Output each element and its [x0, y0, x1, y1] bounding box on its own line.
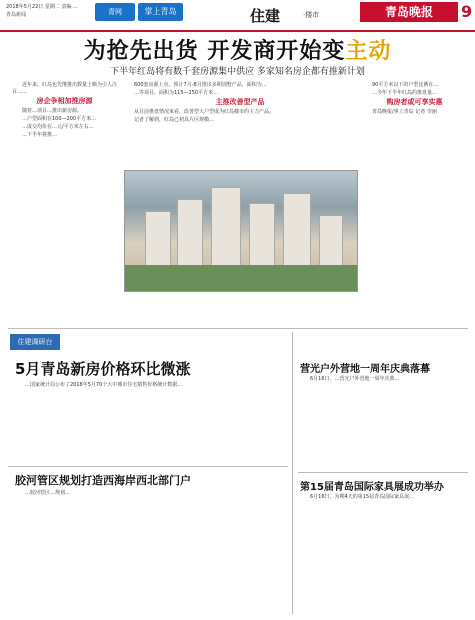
- mid-paragraph: 从目前推盘情况来看，改善型大户型成为红岛楼市的主力产品。: [134, 108, 275, 115]
- right-column: [362, 82, 467, 322]
- mid-paragraph: …等项目，面积为115—150平方米…: [134, 90, 219, 97]
- section-divider: [298, 472, 468, 473]
- section-title: 住建: [250, 7, 281, 25]
- header-date: 2018年5月22日 星期二 责编 ...: [6, 4, 78, 10]
- model-building: [211, 187, 241, 271]
- main-headline: [0, 34, 475, 65]
- right-news2-paragraph: 6月16日，为期4天的第15届青岛国际家具展…: [310, 494, 415, 500]
- left-paragraph: …成交均价在…元/平方米左右…: [22, 124, 94, 131]
- zhangshang-qingdao-logo: 掌上青岛: [138, 3, 183, 21]
- right-paragraph: …今年下半年红岛的推盘量…: [372, 90, 438, 97]
- newspaper-brand: 青岛晚报: [360, 2, 458, 22]
- section-divider: [8, 328, 468, 329]
- right-news1-body: [300, 376, 468, 472]
- right-paragraph: 90平方米以下的户型比例在…: [372, 82, 439, 88]
- left-paragraph: …户型面积在100—200平方米…: [22, 115, 97, 122]
- right-news2-body: [300, 494, 468, 612]
- left-paragraph: 随着…项目…推出新房源。: [22, 107, 83, 114]
- mid-column: [124, 82, 356, 167]
- left-column: [12, 82, 117, 322]
- model-building: [177, 199, 203, 271]
- mid-section-title: 主推改善型产品: [215, 98, 265, 107]
- right-section-title: 购房者或可享实惠: [386, 98, 443, 107]
- header-edition: 青岛新闻: [6, 12, 27, 18]
- mid-paragraph: 记者了解到，红岛已初具片区规模…: [134, 116, 215, 123]
- news2-paragraph: …胶河管区…规划…: [25, 490, 71, 496]
- news2-body: [15, 490, 275, 610]
- section-divider: [8, 466, 288, 467]
- page-header: [0, 0, 475, 32]
- right-news1-paragraph: 6月16日，…营光户外营地一周年庆典…: [310, 376, 400, 382]
- model-building: [283, 193, 311, 271]
- mid-paragraph: 600套房源上市。预计7月-8月推出多期别墅产品，面积为…: [134, 82, 267, 88]
- main-subheadline: 下半年红岛将有数千套房源集中供应 多家知名房企都有推新计划: [110, 67, 365, 77]
- right-news1-title: 营光户外营地一周年庆典落幕: [300, 364, 430, 375]
- right-paragraph: 青岛晚报/掌上青岛 记者 李丽: [372, 108, 437, 115]
- news1-body: [15, 382, 275, 462]
- left-section-title: 房企争相加推房源: [36, 97, 93, 106]
- news1-paragraph: …国家统计局公布了2018年5月70个大中城市住宅销售价格统计数据…: [25, 382, 183, 388]
- right-news2-title: 第15届青岛国际家具展成功举办: [300, 482, 444, 493]
- news2-title: 胶河管区规划打造西海岸西北部门户: [15, 474, 191, 487]
- model-building: [319, 215, 343, 271]
- property-model-photo: [124, 170, 358, 292]
- section-subtitle: ·楼市: [303, 11, 320, 19]
- qingwang-logo: 青网: [95, 3, 135, 21]
- left-intro: 近年来，红岛也先继推出数量上颇为引人注目……: [12, 82, 118, 96]
- left-paragraph: …下半年将推…: [22, 132, 58, 139]
- column-ribbon: 住建调研台: [10, 334, 60, 350]
- headline-text: 为抢先出货 开发商开始变: [83, 39, 346, 64]
- model-building: [249, 203, 275, 271]
- column-divider: [292, 332, 293, 614]
- news1-title: 5月青岛新房价格环比微涨: [15, 360, 191, 378]
- model-base: [125, 265, 357, 291]
- model-building: [145, 211, 171, 271]
- headline-highlight: 主动: [345, 39, 392, 64]
- page-number: 9: [461, 2, 473, 21]
